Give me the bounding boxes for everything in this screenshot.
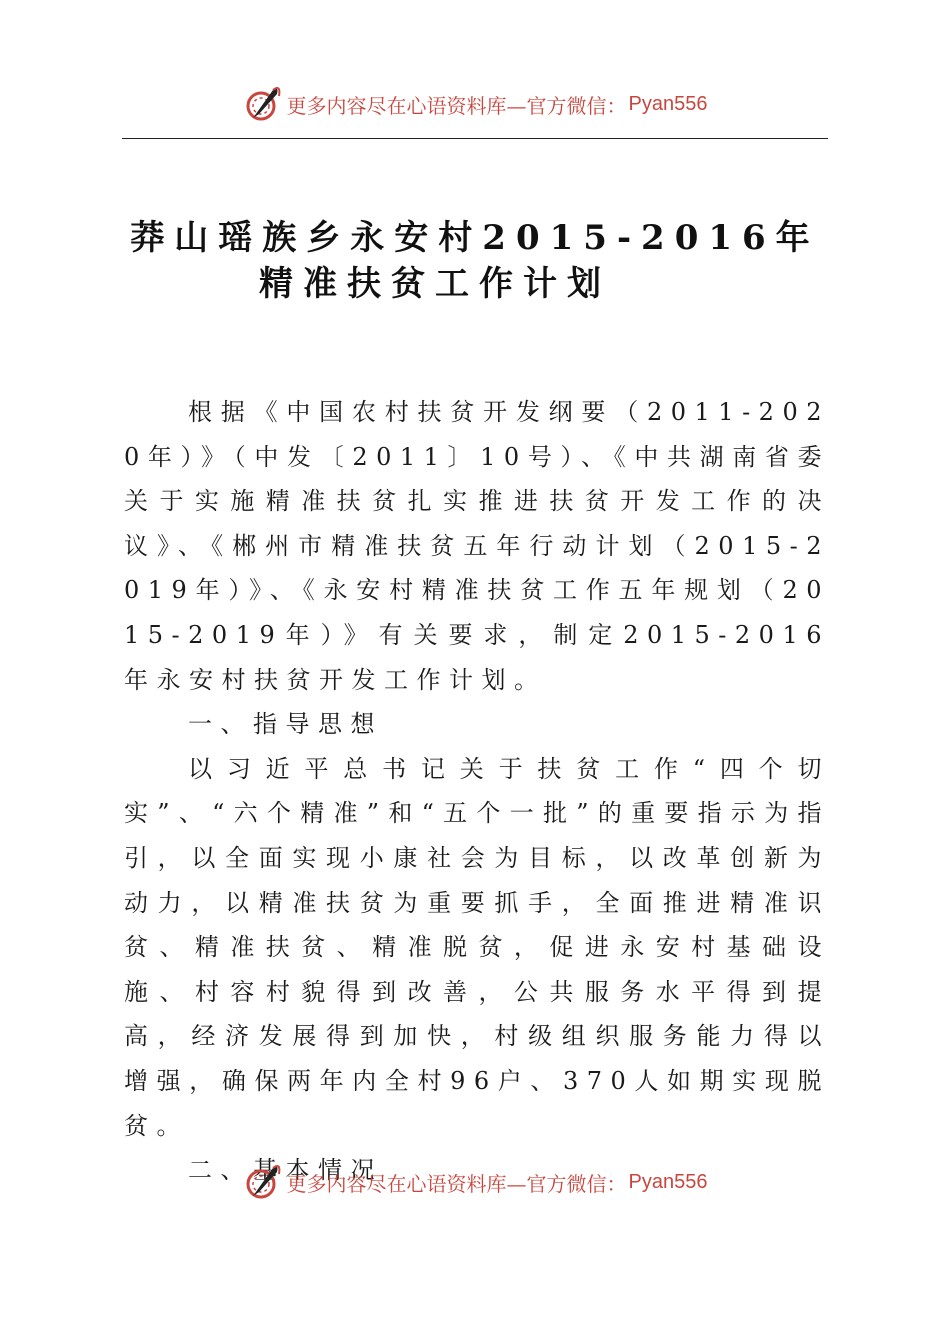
watermark-text: 更多内容尽在心语资料库—官方微信： <box>286 93 627 118</box>
header-watermark <box>0 80 950 128</box>
wechat-id: Pyan556 <box>628 1170 708 1193</box>
section-heading-basic-situation: 二、基本情况 <box>188 1156 383 1185</box>
guiding-ideology-paragraph: 以习近平总书记关于扶贫工作“四个切实”、“六个精准”和“五个一批”的重要指示为指引，以全面实现小康社会为目标，以改革创新为动力，以精准扶贫为重要抓手，全面推进精准识贫、精准扶贫、精准脱贫，促进永安村基础设施、村容村貌得到改善，公共服务水平得到提高，经济发展得到加快，村级组织服务能力得以增强，确保两年内全村96户、370人如期实现脱贫。 <box>124 754 830 1140</box>
quill-pen-logo-icon <box>243 84 283 124</box>
section-heading-guiding-ideology: 一、指导思想 <box>188 710 383 739</box>
header-divider <box>122 138 828 139</box>
watermark-text: 更多内容尽在心语资料库—官方微信： <box>286 1171 627 1196</box>
document-title-line1: 莽山瑶族乡永安村2015-2016年 <box>130 218 820 258</box>
document-title-line2: 精准扶贫工作计划 <box>259 264 611 304</box>
footer-watermark <box>0 1158 950 1206</box>
quill-pen-logo-icon <box>243 1162 283 1202</box>
intro-paragraph: 根据《中国农村扶贫开发纲要（2011-2020年）》（中发〔2011〕10号）、《中共湖南省委关于实施精准扶贫扎实推进扶贫开发工作的决议》、《郴州市精准扶贫五年行动计划（2015-2019年）》、《永安村精准扶贫工作五年规划（2015-2019年）》有关要求，制定2015-2016年永安村扶贫开发工作计划。 <box>124 398 830 694</box>
document-body <box>124 390 830 1193</box>
wechat-id: Pyan556 <box>628 92 708 115</box>
